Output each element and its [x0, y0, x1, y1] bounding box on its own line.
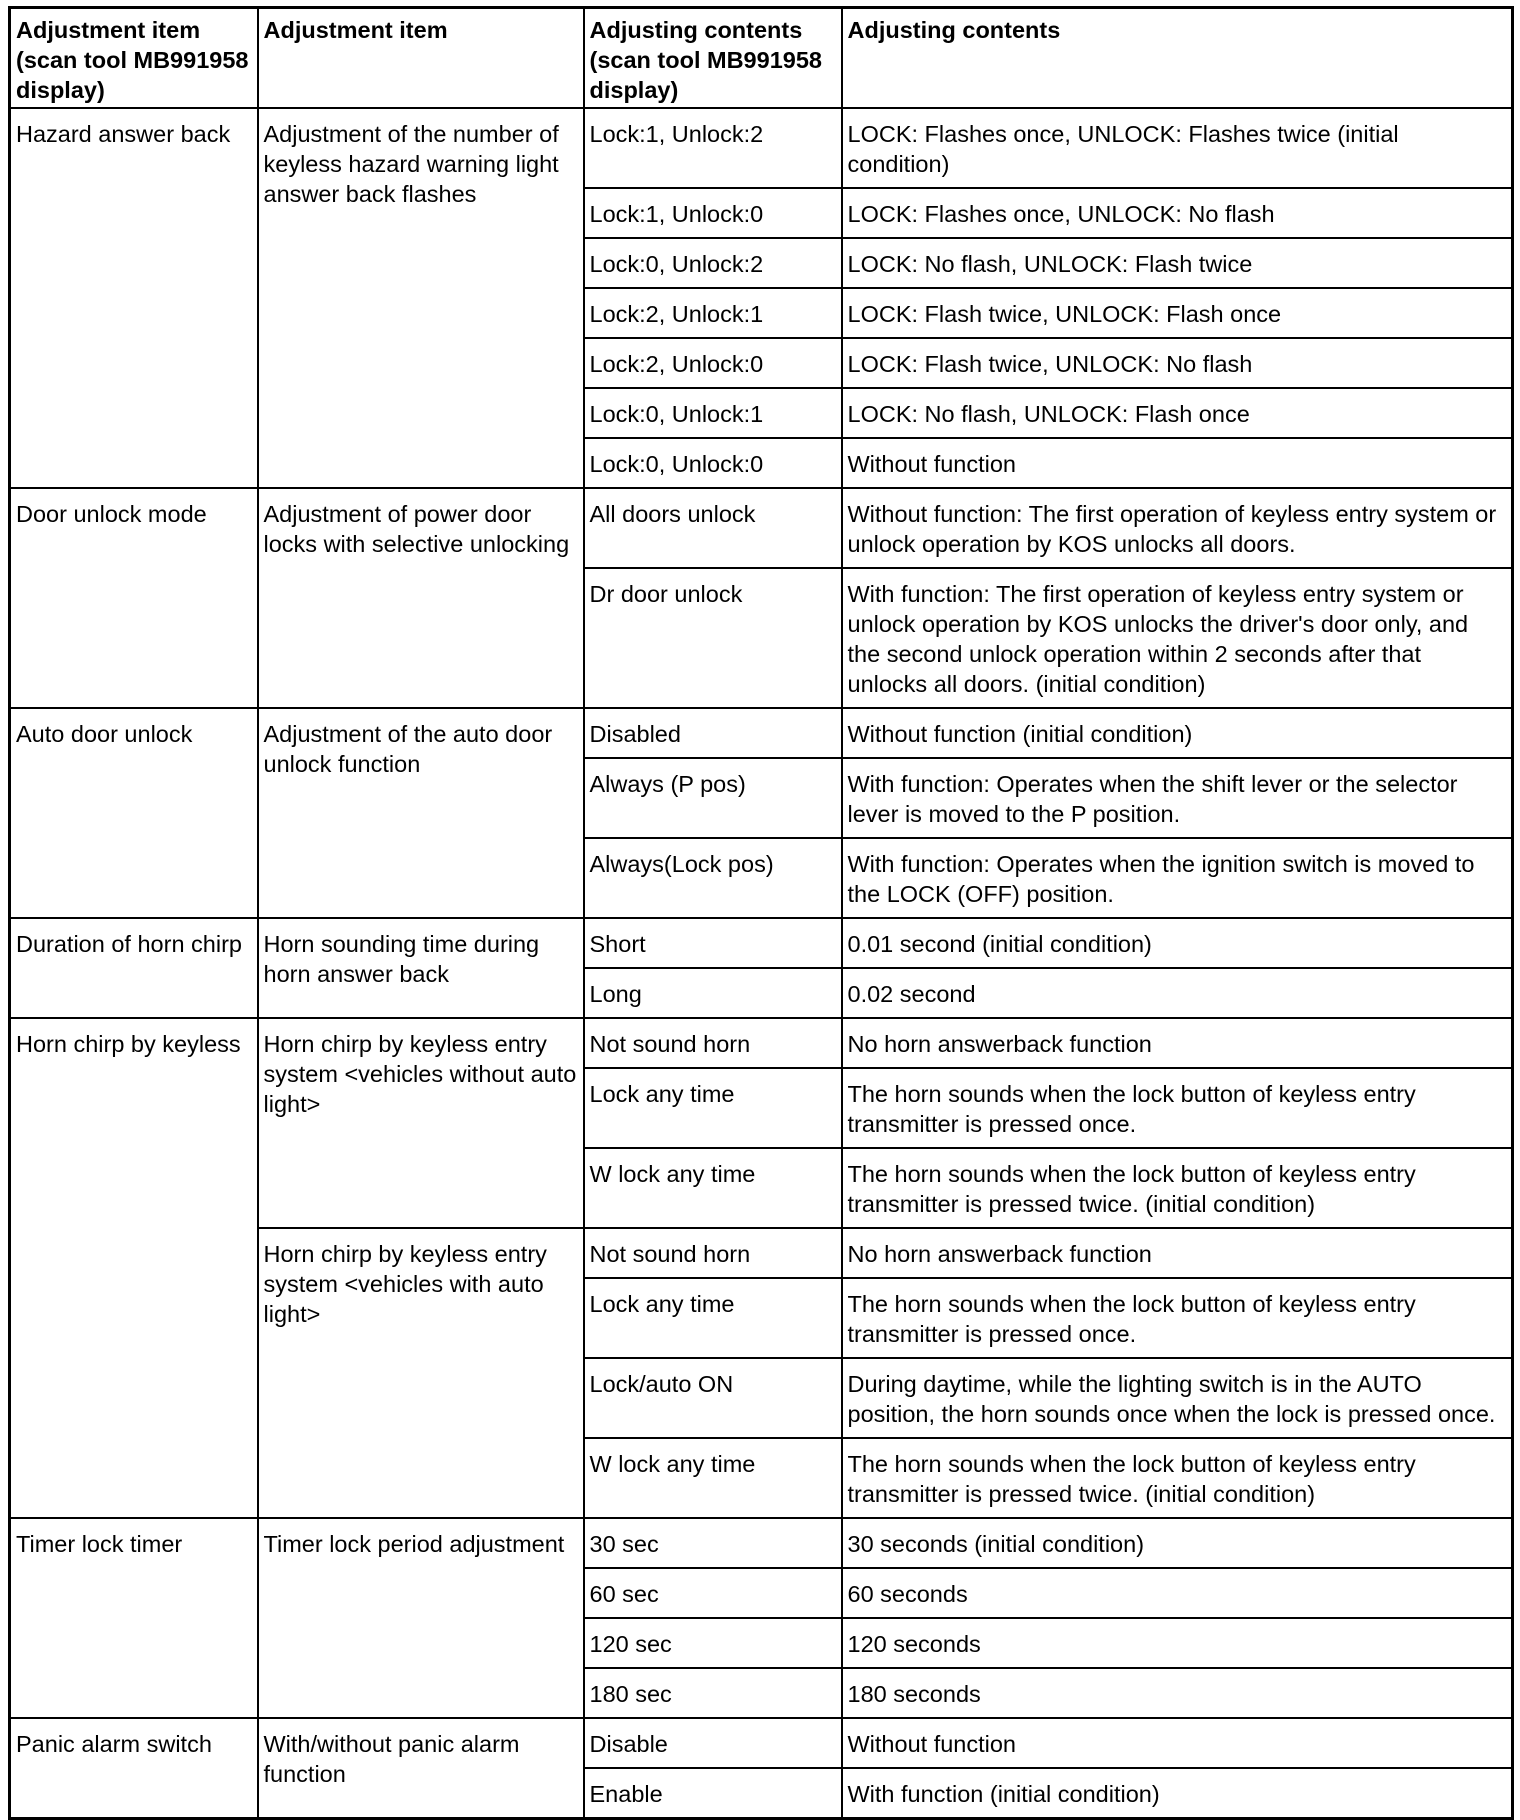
table-header [10, 8, 1513, 109]
document-page [8, 6, 1514, 1820]
scan-tool-display-cell: 60 sec [584, 1568, 842, 1618]
scan-tool-display-cell: W lock any time [584, 1148, 842, 1228]
table-row [10, 918, 1513, 968]
scan-tool-display-cell: Lock:0, Unlock:2 [584, 238, 842, 288]
adjusting-contents-cell: The horn sounds when the lock button of keyless entry transmitter is pressed once. [842, 1278, 1513, 1358]
adjustment-item-cell: Hazard answer back [10, 108, 258, 488]
adjusting-contents-cell: The horn sounds when the lock button of keyless entry transmitter is pressed once. [842, 1068, 1513, 1148]
adjusting-contents-cell: 180 seconds [842, 1668, 1513, 1718]
table-row [10, 1518, 1513, 1568]
adjusting-contents-cell: LOCK: No flash, UNLOCK: Flash once [842, 388, 1513, 438]
scan-tool-display-cell: Lock:2, Unlock:1 [584, 288, 842, 338]
adjusting-contents-cell: 30 seconds (initial condition) [842, 1518, 1513, 1568]
adjusting-contents-cell: The horn sounds when the lock button of keyless entry transmitter is pressed twice. (initial condition) [842, 1438, 1513, 1518]
adjusting-contents-cell: LOCK: Flashes once, UNLOCK: No flash [842, 188, 1513, 238]
adjusting-contents-cell: Without function [842, 1718, 1513, 1768]
scan-tool-display-cell: Lock:0, Unlock:0 [584, 438, 842, 488]
adjusting-contents-cell: No horn answerback function [842, 1228, 1513, 1278]
table-row [10, 1718, 1513, 1768]
adjusting-contents-cell: With function: The first operation of keyless entry system or unlock operation by KOS unlocks the driver's door only, and the second unlock operation within 2 seconds after that unlocks all doors. (initial condition) [842, 568, 1513, 708]
adjustment-description-cell: Timer lock period adjustment [258, 1518, 584, 1718]
adjusting-contents-cell: LOCK: No flash, UNLOCK: Flash twice [842, 238, 1513, 288]
header-adjustment-item: Adjustment item [258, 8, 584, 109]
adjustment-item-cell: Auto door unlock [10, 708, 258, 918]
adjusting-contents-cell: With function: Operates when the ignition switch is moved to the LOCK (OFF) position. [842, 838, 1513, 918]
scan-tool-display-cell: Enable [584, 1768, 842, 1819]
adjusting-contents-cell: 0.02 second [842, 968, 1513, 1018]
scan-tool-display-cell: Lock/auto ON [584, 1358, 842, 1438]
adjusting-contents-cell: With function (initial condition) [842, 1768, 1513, 1819]
adjustment-description-cell: Horn chirp by keyless entry system <vehicles without auto light> [258, 1018, 584, 1228]
table-row [10, 1018, 1513, 1068]
adjustment-description-cell: Adjustment of the number of keyless hazard warning light answer back flashes [258, 108, 584, 488]
scan-tool-display-cell: Not sound horn [584, 1228, 842, 1278]
adjusting-contents-cell: With function: Operates when the shift lever or the selector lever is moved to the P position. [842, 758, 1513, 838]
adjustment-description-cell: Adjustment of power door locks with selective unlocking [258, 488, 584, 708]
scan-tool-display-cell: W lock any time [584, 1438, 842, 1518]
scan-tool-display-cell: Short [584, 918, 842, 968]
scan-tool-display-cell: 120 sec [584, 1618, 842, 1668]
adjustment-description-cell: Horn sounding time during horn answer back [258, 918, 584, 1018]
scan-tool-display-cell: Disable [584, 1718, 842, 1768]
table-row [10, 488, 1513, 568]
scan-tool-display-cell: Lock any time [584, 1068, 842, 1148]
header-row [10, 8, 1513, 109]
scan-tool-display-cell: Lock:1, Unlock:2 [584, 108, 842, 188]
scan-tool-display-cell: Always (P pos) [584, 758, 842, 838]
adjustment-item-cell: Door unlock mode [10, 488, 258, 708]
scan-tool-display-cell: Not sound horn [584, 1018, 842, 1068]
adjusting-contents-cell: During daytime, while the lighting switch is in the AUTO position, the horn sounds once when the lock is pressed once. [842, 1358, 1513, 1438]
adjusting-contents-cell: No horn answerback function [842, 1018, 1513, 1068]
table-row [10, 108, 1513, 188]
scan-tool-display-cell: Lock:0, Unlock:1 [584, 388, 842, 438]
adjusting-contents-cell: Without function (initial condition) [842, 708, 1513, 758]
adjusting-contents-cell: 60 seconds [842, 1568, 1513, 1618]
header-adjustment-item-scan-tool: Adjustment item (scan tool MB991958 display) [10, 8, 258, 109]
scan-tool-display-cell: 30 sec [584, 1518, 842, 1568]
scan-tool-display-cell: 180 sec [584, 1668, 842, 1718]
adjustment-item-cell: Duration of horn chirp [10, 918, 258, 1018]
header-adjusting-contents: Adjusting contents [842, 8, 1513, 109]
adjustment-description-cell: Horn chirp by keyless entry system <vehicles with auto light> [258, 1228, 584, 1518]
table-row [10, 708, 1513, 758]
scan-tool-display-cell: Disabled [584, 708, 842, 758]
adjusting-contents-cell: LOCK: Flash twice, UNLOCK: No flash [842, 338, 1513, 388]
adjusting-contents-cell: LOCK: Flashes once, UNLOCK: Flashes twice (initial condition) [842, 108, 1513, 188]
adjusting-contents-cell: 0.01 second (initial condition) [842, 918, 1513, 968]
scan-tool-display-cell: Dr door unlock [584, 568, 842, 708]
adjustment-description-cell: Adjustment of the auto door unlock function [258, 708, 584, 918]
adjusting-contents-cell: LOCK: Flash twice, UNLOCK: Flash once [842, 288, 1513, 338]
header-adjusting-contents-scan-tool: Adjusting contents (scan tool MB991958 display) [584, 8, 842, 109]
scan-tool-display-cell: All doors unlock [584, 488, 842, 568]
scan-tool-display-cell: Always(Lock pos) [584, 838, 842, 918]
scan-tool-display-cell: Long [584, 968, 842, 1018]
adjustment-item-cell: Horn chirp by keyless [10, 1018, 258, 1518]
scan-tool-display-cell: Lock:2, Unlock:0 [584, 338, 842, 388]
scan-tool-display-cell: Lock any time [584, 1278, 842, 1358]
adjusting-contents-cell: Without function: The first operation of keyless entry system or unlock operation by KOS unlocks all doors. [842, 488, 1513, 568]
adjusting-contents-cell: Without function [842, 438, 1513, 488]
adjustment-table [8, 6, 1514, 1820]
adjustment-item-cell: Timer lock timer [10, 1518, 258, 1718]
adjusting-contents-cell: The horn sounds when the lock button of keyless entry transmitter is pressed twice. (initial condition) [842, 1148, 1513, 1228]
scan-tool-display-cell: Lock:1, Unlock:0 [584, 188, 842, 238]
table-body [10, 108, 1513, 1819]
adjustment-description-cell: With/without panic alarm function [258, 1718, 584, 1819]
adjusting-contents-cell: 120 seconds [842, 1618, 1513, 1668]
adjustment-item-cell: Panic alarm switch [10, 1718, 258, 1819]
